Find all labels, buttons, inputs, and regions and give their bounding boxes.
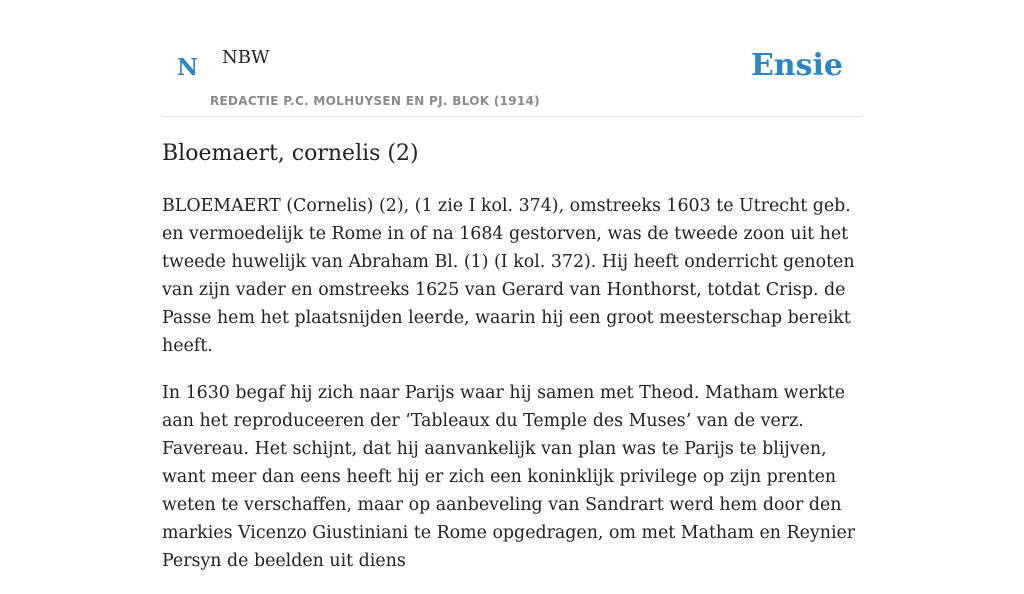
- source-logo[interactable]: N: [177, 54, 199, 81]
- article-body: [162, 192, 862, 594]
- brand-logo[interactable]: Ensie: [750, 48, 843, 83]
- page-header: [162, 0, 862, 117]
- article-paragraph: In 1630 begaf hij zich naar Parijs waar hij samen met Theod. Matham werkte aan het reproduceeren der ‘Tableaux du Temple des Muses’ van de verz. Favereau. Het schijnt, dat hij aanvankelijk van plan was te Parijs te blijven, want meer dan eens heeft hij er zich een koninklijk privilege op zijn prenten weten te verschaffen, maar op aanbeveling van Sandrart werd hem door den markies Vicenzo Giustiniani te Rome opgedragen, om met Matham en Reynier Persyn de beelden uit diens: [162, 383, 856, 571]
- source-subtitle: REDACTIE P.C. MOLHUYSEN EN PJ. BLOK (1914): [210, 94, 540, 108]
- article-title: Bloemaert, cornelis (2): [162, 141, 419, 166]
- article-paragraph: BLOEMAERT (Cornelis) (2), (1 zie I kol. 374), omstreeks 1603 te Utrecht geb. en vermoedelijk te Rome in of na 1684 gestorven, was de tweede zoon uit het tweede huwelijk van Abraham Bl. (1) (I kol. 372). Hij heeft onderricht genoten van zijn vader en omstreeks 1625 van Gerard van Honthorst, totdat Crisp. de Passe hem het plaatsnijden leerde, waarin hij een groot meesterschap bereikt heeft.: [162, 196, 855, 356]
- source-name[interactable]: NBW: [222, 47, 270, 68]
